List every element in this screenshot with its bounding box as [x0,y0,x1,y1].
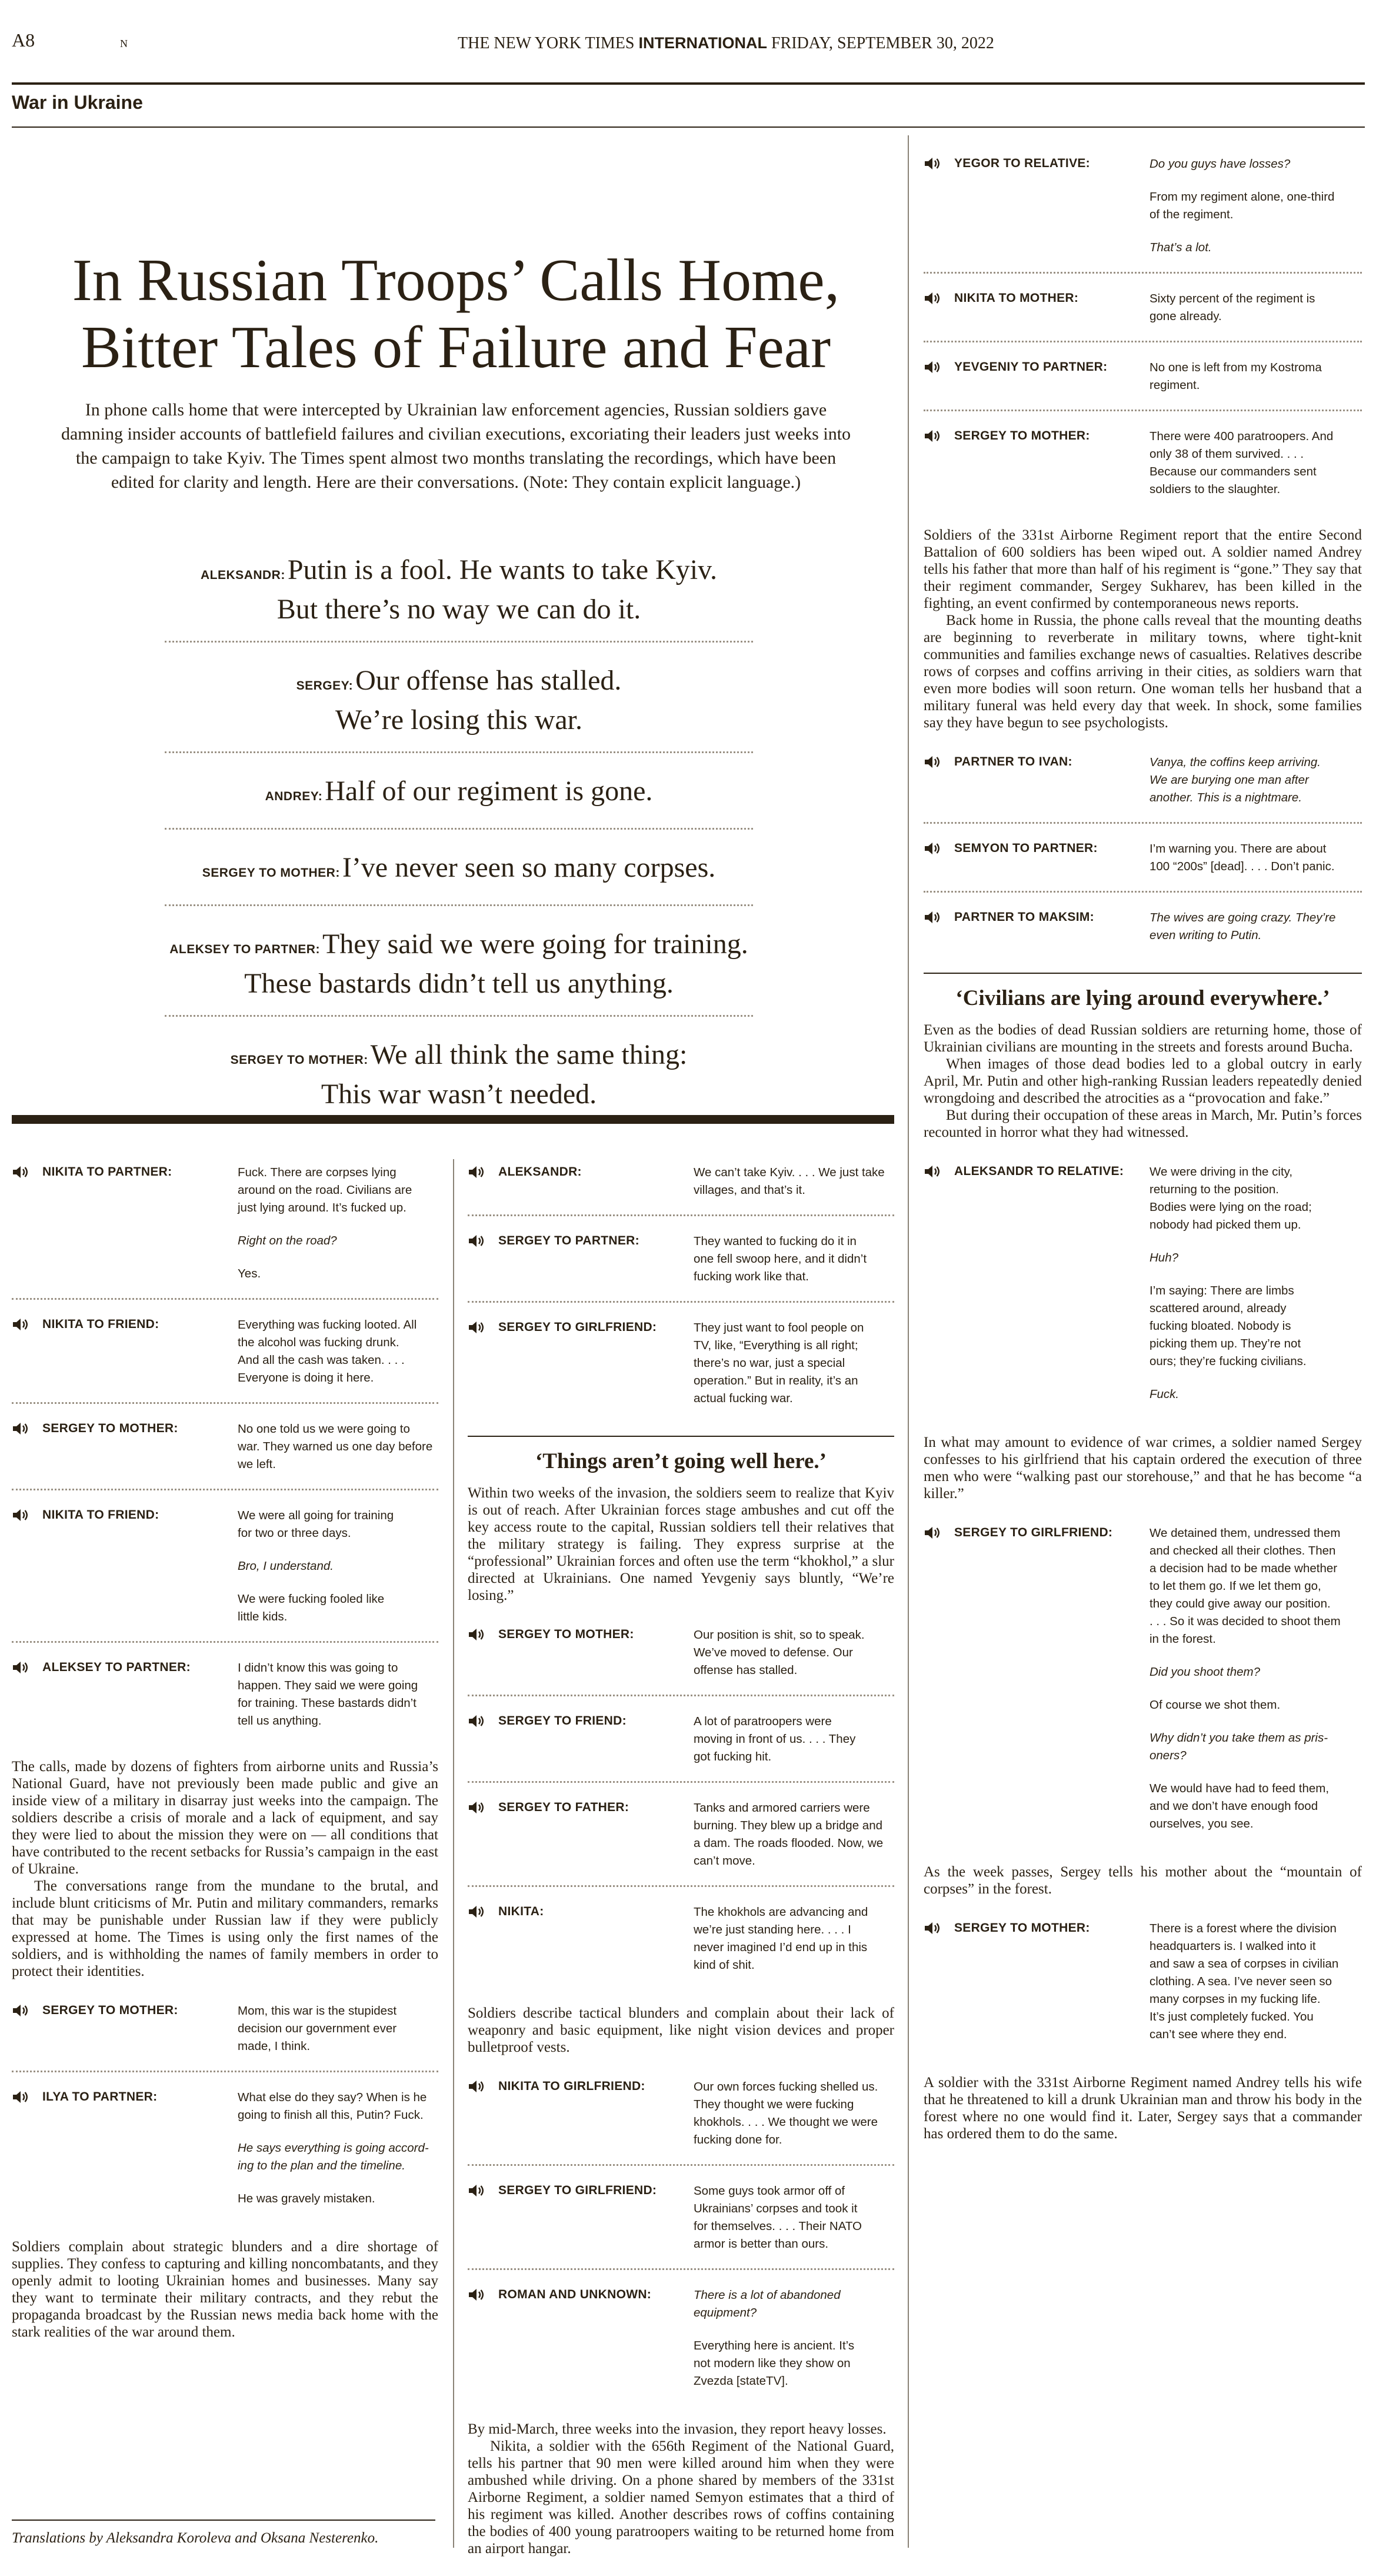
paragraph: Soldiers describe tactical blunders and complain about their lack of weaponry and basic equipment, like night vision devices and proper bulletproof vests. [468,2005,894,2055]
transcript-line: He says everything is going accord- ing to the plan and the timeline. [238,2141,429,2172]
call-speaker [924,360,1107,374]
speaker-icon[interactable] [468,2079,498,2094]
call-speaker [924,1921,1090,1935]
speaker-icon[interactable] [468,1320,498,1334]
translation-credit: Translations by Aleksandra Koroleva and Oksana Nesterenko. [12,2530,379,2546]
call-speaker [924,1164,1124,1179]
call-speaker [12,2003,178,2018]
pull-quote-text: This war wasn’t needed. [321,1079,597,1110]
call-speaker [924,1526,1112,1540]
transcript-line: The khokhols are advancing and we’re just standing here. . . . I never imagined I’d end up in this kind of shit. [694,1905,868,1972]
call-transcript [238,2089,438,2208]
paragraph: But during their occupation of these areas in March, Mr. Putin’s forces recounted in horror what they had witnessed. [924,1107,1362,1140]
call-excerpt [924,1160,1362,1419]
pull-quote-text: But there’s no way we can do it. [276,594,641,625]
call-list [924,750,1362,960]
transcript-line: Huh? [1150,1251,1179,1264]
call-speaker [924,755,1072,769]
body-text [12,2238,438,2341]
call-transcript [694,1903,894,1974]
call-excerpt [468,1796,894,1887]
speaker-icon[interactable] [468,2184,498,2198]
body-text [924,1863,1362,1898]
transcript-line: I’m saying: There are limbs scattered around, already fucking bloated. Nobody is picking them up. They’re not ours; they’re fucking civilians. [1150,1284,1307,1368]
transcript-line: We would have had to feed them, and we don’t have enough food ourselves, you see. [1150,1782,1330,1831]
transcript-line: Of course we shot them. [1150,1698,1281,1712]
column-rule-1 [453,1159,454,2548]
call-excerpt [468,1160,894,1216]
speaker-label: NIKITA TO GIRLFRIEND: [498,2079,645,2093]
call-transcript [694,2287,894,2390]
call-transcript [1150,754,1362,807]
transcript-line: Right on the road? [238,1234,337,1247]
credit-rule [12,2520,435,2521]
call-excerpt [12,1160,438,1300]
call-excerpt [924,1916,1362,2059]
pull-quote [165,845,753,906]
call-speaker [12,2090,157,2104]
call-transcript [694,1799,894,1870]
paragraph: Nikita, a soldier with the 656th Regiment of the National Guard, tells his partner that 90 men were killed around him when they were ambushed while driving. On a phone shared by members of the 331st Airborne Regiment, a soldier named Semyon estimates that a third of his regiment was killed. Another describes rows of coffins containing the bodies of 400 young paratroopers waiting to be returned home from an airport hangar. [468,2438,894,2557]
transcript-line: Do you guys have losses? [1150,157,1291,171]
pull-quote [165,921,753,1017]
kicker-rule [12,127,1365,128]
call-transcript [1150,290,1362,325]
speaker-icon[interactable] [924,755,954,769]
body-text [924,2074,1362,2142]
call-speaker [924,291,1078,305]
call-speaker [924,841,1098,856]
call-speaker [12,1317,159,1332]
speaker-icon[interactable] [924,360,954,374]
call-transcript [1150,909,1362,944]
speaker-label: SERGEY TO MOTHER: [42,2003,178,2017]
call-excerpt [924,906,1362,960]
call-transcript [238,2002,438,2055]
speaker-label: PARTNER TO MAKSIM: [954,910,1094,924]
call-speaker [468,1234,639,1248]
transcript-line: Yes. [238,1267,261,1280]
call-excerpt [924,152,1362,274]
speaker-label: SERGEY TO GIRLFRIEND: [954,1526,1113,1539]
paragraph: In what may amount to evidence of war crimes, a soldier named Sergey confesses to his girlfriend that his captain ordered the execution of three men who were “walking past our storehouse,” and that he has become “a killer.” [924,1435,1362,1502]
pull-quote-speaker: ANDREY: [265,790,323,803]
call-transcript [694,1626,894,1679]
pull-quote-speaker: ALEKSANDR: [201,568,285,582]
call-list [924,1916,1362,2059]
speaker-label: NIKITA TO MOTHER: [954,291,1079,305]
transcript-line: Our position is shit, so to speak. We’ve moved to defense. Our offense has stalled. [694,1628,865,1677]
speaker-label: SERGEY TO MOTHER: [42,1422,178,1435]
speaker-label: ALEKSEY TO PARTNER: [42,1660,191,1674]
speaker-icon[interactable] [468,1628,498,1642]
speaker-icon[interactable] [924,1921,954,1935]
column-rule-2 [908,135,909,2548]
transcript-line: Everything was fucking looted. All the alcohol was fucking drunk. And all the cash was taken. . . . Everyone is doing it here. [238,1318,417,1384]
call-speaker [468,1320,657,1334]
transcript-line: There is a forest where the division headquarters is. I walked into it and saw a sea of corpses in civilian clothing. A sea. I’ve never seen so many corpses in my fucking life. It’s just completely fucked. You can’t see where they end. [1150,1922,1339,2041]
transcript-line: Did you shoot them? [1150,1665,1261,1679]
speaker-label: NIKITA: [498,1905,544,1918]
speaker-label: PARTNER TO IVAN: [954,755,1072,768]
pull-quote-text: These bastards didn’t tell us anything. [244,968,674,999]
paragraph: Even as the bodies of dead Russian soldiers are returning home, those of Ukrainian civilians are mounting in the streets and forests around Bucha. [924,1022,1362,1055]
pull-quote-text: Our offense has stalled. [355,665,622,696]
speaker-icon[interactable] [924,910,954,924]
issue-date: FRIDAY, SEPTEMBER 30, 2022 [771,34,994,52]
speaker-label: SERGEY TO MOTHER: [498,1628,634,1641]
paragraph: Soldiers complain about strategic blunders and a dire shortage of supplies. They confess to capturing and killing noncombatants, and they openly admit to looting Ukrainian homes and businesses. Many say they want to terminate their military contracts, and they rebut the propaganda broadcast by the Russian news media back home with the stark realities of the war around them. [12,2239,438,2340]
speaker-label: SERGEY TO GIRLFRIEND: [498,2184,657,2197]
call-transcript [238,1164,438,1283]
call-excerpt [12,1999,438,2072]
speaker-icon[interactable] [468,2288,498,2302]
speaker-label: ROMAN AND UNKNOWN: [498,2288,652,2301]
call-transcript [1150,1163,1362,1403]
paragraph: By mid-March, three weeks into the invasion, they report heavy losses. [468,2421,887,2437]
transcript-line: I’m warning you. There are about 100 “200s” [dead]. . . . Don’t panic. [1150,842,1335,873]
section-subhead: ‘Civilians are lying around everywhere.’ [924,973,1362,1011]
call-speaker [468,1165,582,1179]
call-list [12,1160,438,1745]
speaker-icon[interactable] [924,841,954,856]
call-list [924,1521,1362,1848]
speaker-label: SEMYON TO PARTNER: [954,841,1098,855]
call-excerpt [468,1623,894,1696]
speaker-icon[interactable] [12,1660,42,1675]
speaker-label: SERGEY TO MOTHER: [954,1921,1090,1935]
call-transcript [1150,359,1362,394]
transcript-line: Bro, I understand. [238,1559,334,1573]
transcript-line: Fuck. [1150,1387,1180,1401]
pull-quote-text: Putin is a fool. He wants to take Kyiv. [287,554,717,585]
body-text [468,2421,894,2557]
article-intro: In phone calls home that were intercepted by Ukrainian law enforcement agencies, Russian soldiers gave damning insider accounts of battlefield failures and civilian executions, excoriating their leaders just weeks into the campaign to take Kyiv. The Times spent almost two months translating the recordings, which have been edited for clarity and length. Here are their conversations. (Note: They contain explicit language.) [61,400,851,492]
call-transcript [1150,1525,1362,1833]
call-excerpt [12,1417,438,1490]
call-excerpt [468,1316,894,1423]
call-list [468,1623,894,1989]
call-list [924,152,1362,514]
speaker-label: SERGEY TO GIRLFRIEND: [498,1320,657,1334]
title-line-1: In Russian Troops’ Calls Home, [72,247,840,314]
section-divider-bar [12,1115,894,1124]
edition-marker: N [120,38,128,49]
transcript-line: A lot of paratroopers were moving in front of us. . . . They got fucking hit. [694,1715,856,1763]
call-transcript [238,1316,438,1387]
call-excerpt [12,1503,438,1643]
paragraph: Within two weeks of the invasion, the soldiers seem to realize that Kyiv is out of reach. After Ukrainian forces stage ambushes and cut off the key access route to the capital, Russian soldiers tell their relatives that the military strategy is failing. They express surprise at the “professional” Ukrainian forces and often use the term “khokhol,” a slur directed at Ukrainians. One named Yevgeniy says bluntly, “We’re losing.” [468,1485,894,1603]
pull-quote-speaker: SERGEY: [296,679,354,693]
speaker-label: NIKITA TO FRIEND: [42,1317,159,1331]
transcript-line: Everything here is ancient. It’s not modern like they show on Zvezda [stateTV]. [694,2339,855,2388]
call-transcript [694,1164,894,1199]
transcript-line: There were 400 paratroopers. And only 38 of them survived. . . . Because our commanders sent soldiers to the slaughter. [1150,430,1334,496]
pull-quote [165,768,753,830]
call-speaker [468,1628,634,1642]
body-text [12,1758,438,1980]
call-speaker [924,910,1094,924]
call-excerpt [924,1521,1362,1848]
speaker-icon[interactable] [924,291,954,305]
call-speaker [12,1422,178,1436]
speaker-label: NIKITA TO PARTNER: [42,1165,172,1179]
speaker-icon[interactable] [12,2090,42,2104]
transcript-line: We were driving in the city, returning to the position. Bodies were lying on the road; nobody had picked them up. [1150,1165,1312,1232]
transcript-line: We can’t take Kyiv. . . . We just take villages, and that’s it. [694,1166,885,1197]
speaker-label: ALEKSANDR: [498,1165,582,1179]
call-speaker [468,1905,544,1919]
transcript-line: What else do they say? When is he going to finish all this, Putin? Fuck. [238,2091,427,2122]
transcript-line: No one told us we were going to war. They warned us one day before we left. [238,1422,433,1471]
pull-quote-text: They said we were going for training. [322,928,748,960]
column-1 [12,1160,438,2359]
publication-name: THE NEW YORK TIMES [458,34,635,52]
body-text [468,1485,894,1604]
pull-quote [165,547,753,643]
paragraph: A soldier with the 331st Airborne Regiment named Andrey tells his wife that he threatened to kill a drunk Ukrainian man and throw his body in the forest where no one would find it. Later, Sergey says that a commander has ordered them to do the same. [924,2075,1362,2142]
call-list [468,1160,894,1423]
paragraph: The conversations range from the mundane to the brutal, and include blunt criticisms of Mr. Putin and military commanders, remarks that may be punishable under Russian law if they were publicly expressed at home. The Times is using only the first names of the soldiers, and is withholding the names of family members in order to protect their identities. [12,1878,438,1979]
speaker-label: YEVGENIY TO PARTNER: [954,360,1108,374]
body-text [468,2005,894,2056]
pull-quote-speaker: ALEKSEY TO PARTNER: [169,943,320,956]
speaker-icon[interactable] [12,1317,42,1332]
transcript-line: Sixty percent of the regiment is gone already. [1150,292,1315,323]
call-transcript [238,1420,438,1473]
transcript-line: Why didn’t you take them as pris- oners? [1150,1731,1328,1762]
call-excerpt [12,2085,438,2223]
transcript-line: Our own forces fucking shelled us. They thought we were fucking khokhols. . . . We thought we were fucking done for. [694,2080,878,2146]
speaker-label: ALEKSANDR TO RELATIVE: [954,1164,1124,1178]
call-speaker [924,157,1090,171]
speaker-icon[interactable] [924,1526,954,1540]
section-kicker: War in Ukraine [12,92,143,113]
call-excerpt [468,1229,894,1303]
pull-quote [165,658,753,753]
speaker-label: NIKITA TO FRIEND: [42,1508,159,1522]
call-transcript [694,1319,894,1407]
speaker-label: SERGEY TO MOTHER: [954,429,1090,442]
transcript-line: That’s a lot. [1150,241,1212,254]
call-speaker [12,1660,191,1675]
speaker-icon[interactable] [12,1165,42,1179]
call-excerpt [468,2179,894,2270]
speaker-icon[interactable] [924,429,954,443]
call-transcript [694,2078,894,2149]
call-list [924,1160,1362,1419]
speaker-icon[interactable] [468,1165,498,1179]
call-speaker [468,1800,629,1815]
call-excerpt [12,1656,438,1745]
paragraph: The calls, made by dozens of fighters from airborne units and Russia’s National Guard, have not previously been made public and give an inside view of a military in disarray just weeks into the campaign. The soldiers describe a crisis of morale and a lack of equipment, and say they were lied to about the mission they were on — all conditions that have contributed to the recent setbacks for Russia’s campaign in the east of Ukraine. [12,1759,438,1877]
call-speaker [12,1165,172,1179]
page-number: A8 [12,29,35,51]
transcript-line: The wives are going crazy. They’re even writing to Putin. [1150,911,1336,942]
speaker-label: SERGEY TO PARTNER: [498,1234,639,1247]
transcript-line: Vanya, the coffins keep arriving. We are burying one man after another. This is a nightmare. [1150,756,1321,804]
call-speaker [12,1508,159,1522]
call-transcript [238,1659,438,1730]
speaker-icon[interactable] [468,1905,498,1919]
transcript-line: No one is left from my Kostroma regiment. [1150,361,1322,392]
call-speaker [468,2184,657,2198]
transcript-line: We detained them, undressed them and checked all their clothes. Then a decision had to be made whether to let them go. If we let them go, they could give away our position. . . . So it was decided to shoot them in the forest. [1150,1526,1341,1646]
speaker-label: SERGEY TO FATHER: [498,1800,629,1814]
transcript-line: They just want to fool people on TV, like, “Everything is all right; there’s no war, just a special operation.” But in reality, it’s an actual fucking war. [694,1321,864,1405]
column-2 [468,1160,894,2576]
speaker-icon[interactable] [12,2003,42,2018]
call-excerpt [468,1709,894,1783]
transcript-line: There is a lot of abandoned equipment? [694,2288,841,2319]
pull-quote-text: I’ve never seen so many corpses. [342,852,716,883]
speaker-label: YEGOR TO RELATIVE: [954,157,1090,170]
call-transcript [1150,155,1362,257]
transcript-line: I didn’t know this was going to happen. They said we were going for training. These bastards didn’t tell us anything. [238,1661,418,1728]
call-transcript [694,1713,894,1766]
transcript-line: Mom, this war is the stupidest decision our government ever made, I think. [238,2004,397,2053]
title-line-2: Bitter Tales of Failure and Fear [81,314,831,381]
speaker-icon[interactable] [12,1508,42,1522]
call-transcript [694,2182,894,2253]
header-rule [12,82,1365,85]
pull-quote [165,1032,753,1126]
call-excerpt [12,1313,438,1404]
call-speaker [468,2079,645,2094]
pull-quote-text: Half of our regiment is gone. [325,776,653,807]
section-subhead: ‘Things aren’t going well here.’ [468,1436,894,1474]
pull-quote-speaker: SERGEY TO MOTHER: [202,866,340,880]
speaker-icon[interactable] [468,1234,498,1248]
call-transcript [1150,428,1362,498]
column-3 [924,152,1362,2161]
article-title [53,247,859,381]
masthead-line [458,34,994,53]
call-excerpt [924,750,1362,824]
call-list [468,2075,894,2405]
section-name: INTERNATIONAL [638,34,767,52]
paragraph: Soldiers of the 331st Airborne Regiment report that the entire Second Battalion of 600 soldiers has been wiped out. A soldier named Andrey tells his father that more than half of his regiment is “gone.” They say that their regiment commander, Sergey Sukharev, has been killed in the fighting, an event confirmed by contemporaneous news reports. [924,527,1362,611]
call-speaker [468,2288,651,2302]
transcript-line: From my regiment alone, one-third of the regiment. [1150,190,1335,221]
speaker-icon[interactable] [924,157,954,171]
pull-quotes [165,547,753,1141]
pull-quote-text: We’re losing this war. [335,704,583,735]
paragraph: When images of those dead bodies led to a global outcry in early April, Mr. Putin and other high-ranking Russian leaders repeatedly denied wrongdoing and described the atrocities as a “provocation and fake.” [924,1056,1362,1106]
call-excerpt [924,287,1362,342]
call-excerpt [468,2075,894,2166]
body-text [924,527,1362,731]
call-speaker [924,429,1090,443]
transcript-line: We were fucking fooled like little kids. [238,1592,385,1623]
speaker-icon[interactable] [468,1800,498,1815]
call-transcript [694,1233,894,1286]
call-transcript [1150,1920,1362,2044]
speaker-icon[interactable] [924,1164,954,1179]
transcript-line: Tanks and armored carriers were burning. They blew up a bridge and a dam. The roads flooded. Now, we can’t move. [694,1801,884,1868]
paragraph: As the week passes, Sergey tells his mother about the “mountain of corpses” in the forest. [924,1864,1362,1897]
speaker-label: SERGEY TO FRIEND: [498,1714,627,1728]
transcript-line: Some guys took armor off of Ukrainians’ corpses and took it for themselves. . . . Their NATO armor is better than ours. [694,2184,862,2251]
transcript-line: He was gravely mistaken. [238,2192,375,2205]
call-excerpt [924,837,1362,893]
call-transcript [238,1507,438,1626]
speaker-icon[interactable] [12,1422,42,1436]
pull-quote-text: We all think the same thing: [370,1039,688,1070]
call-transcript [1150,840,1362,876]
transcript-line: Fuck. There are corpses lying around on the road. Civilians are just lying around. It’s fucked up. [238,1166,412,1214]
call-speaker [468,1714,627,1728]
transcript-line: They wanted to fucking do it in one fell swoop here, and it didn’t fucking work like that. [694,1234,867,1283]
transcript-line: We were all going for training for two or three days. [238,1509,394,1540]
speaker-label: ILYA TO PARTNER: [42,2090,158,2104]
pull-quote-speaker: SERGEY TO MOTHER: [230,1053,368,1067]
body-text [924,1021,1362,1141]
call-excerpt [924,424,1362,514]
call-excerpt [468,1900,894,1989]
speaker-icon[interactable] [468,1714,498,1728]
call-excerpt [924,355,1362,411]
call-excerpt [468,2283,894,2405]
body-text [924,1434,1362,1502]
call-list [12,1999,438,2223]
paragraph: Back home in Russia, the phone calls reveal that the mounting deaths are beginning to reverberate in military towns, where tight-knit communities and families exchange news of casualties. Relatives describe rows of corpses and coffins arriving in their cities, as soldiers warn that even more bodies will soon return. One woman tells her husband that a military funeral was held every day that week. In shock, some families say they have begun to see psychologists. [924,613,1362,731]
